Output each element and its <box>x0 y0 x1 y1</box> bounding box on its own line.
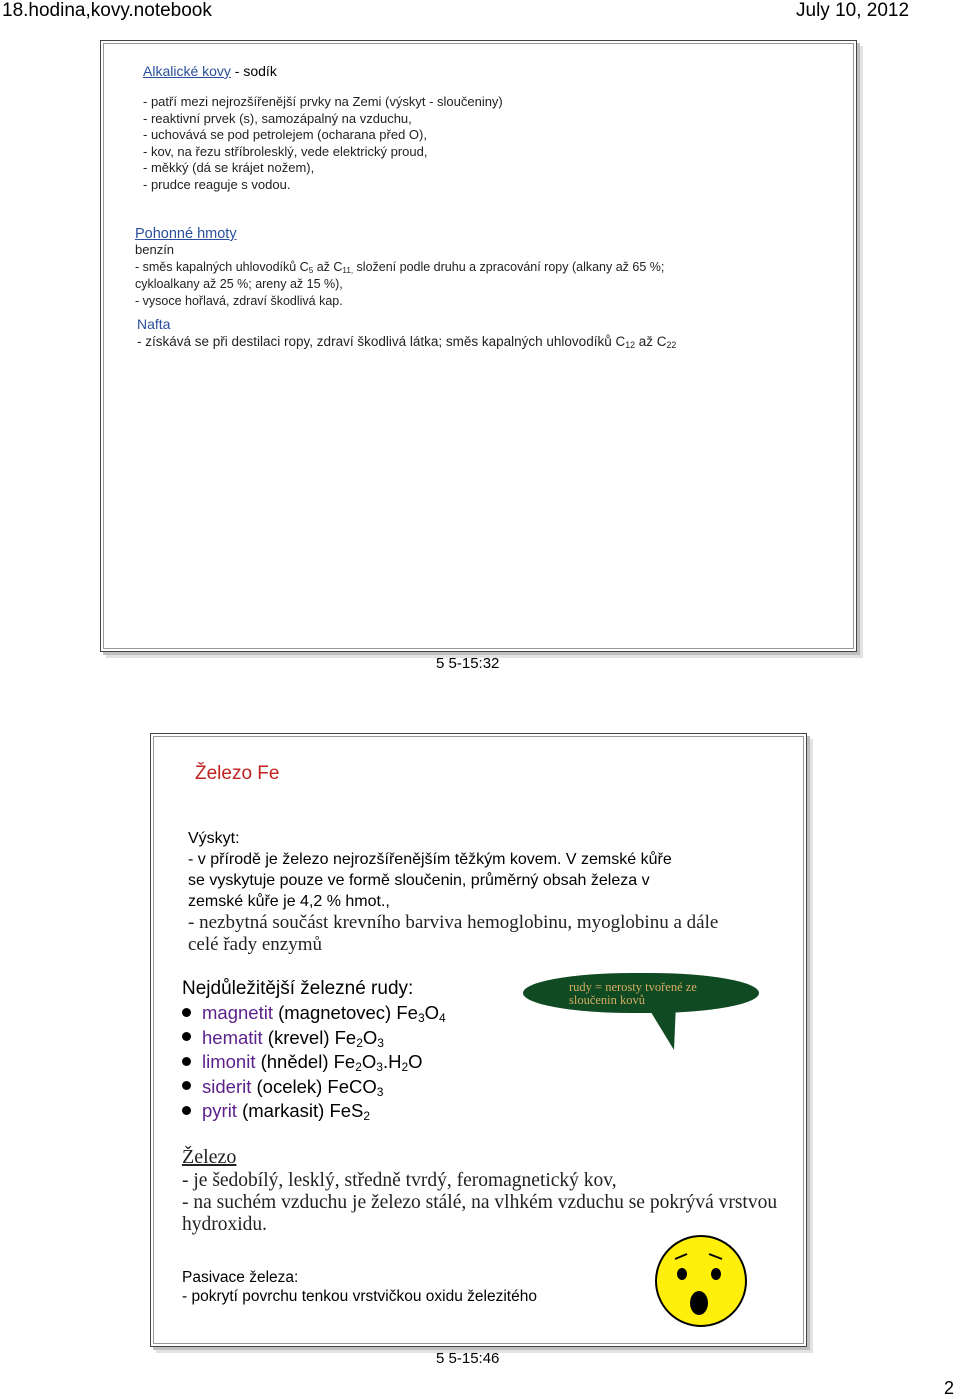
list-item: siderit (ocelek) FeCO$_3$ <box>182 1075 446 1100</box>
list-item: - měkký (dá se krájet nožem), <box>143 160 315 175</box>
occurrence-text: - v přírodě je železo nejrozšířenějším těžkým kovem. V zemské kůře se vyskytuje pouze ve formě sloučenin, průměrný obsah železa v zemské kůře je 4,2 % hmot., <box>188 851 672 910</box>
iron-properties: - je šedobílý, lesklý, středně tvrdý, feromagnetický kov, - na suchém vzduchu je železo stálé, na vlhkém vzduchu se pokrývá vrstvou hydroxidu. <box>182 1170 778 1235</box>
list-item: - kov, na řezu stříbrolesklý, vede elektrický proud, <box>143 143 428 159</box>
nafta-label: Nafta <box>137 316 171 332</box>
document-filename: 18.hodina,kovy.notebook <box>2 0 212 21</box>
alkali-metals-link[interactable]: Alkalické kovy <box>143 63 231 79</box>
occurrence-text-serif: - nezbytná součást krevního barviva hemoglobinu, myoglobinu a dále celé řady enzymů <box>188 912 719 955</box>
bullet-icon <box>182 1081 191 1090</box>
bullet-icon <box>182 1106 191 1115</box>
benzin-description: - směs kapalných uhlovodíků $C_5$ až $C_{11,}$ složení podle druhu a zpracování ropy (alkany až 65 %; cykloalkany až 25 %; areny až 15 %), - vysoce hořlavá, zdraví škodlivá kap. <box>135 260 665 308</box>
list-item: limonit (hnědel) $Fe_2O_3.H_2O$ <box>182 1050 446 1075</box>
list-item: - uchovává se pod petrolejem (ocharana před O), <box>143 127 427 142</box>
slide-1-timestamp: 5 5-15:32 <box>436 655 500 672</box>
bullet-icon <box>182 1008 191 1017</box>
benzin-label: benzín <box>135 242 175 257</box>
list-item: - prudce reaguje s vodou. <box>143 176 291 192</box>
ores-list <box>182 1001 446 1124</box>
fuels-heading-link[interactable]: Pohonné hmoty <box>135 226 237 242</box>
page-number: 2 <box>944 1378 955 1398</box>
bullet-icon <box>182 1057 191 1066</box>
slide-1-title: Alkalické kovy - sodík <box>143 63 277 79</box>
bullet-icon <box>182 1032 191 1041</box>
iron-heading-link[interactable]: Železo <box>182 1146 237 1168</box>
list-item: - patří mezi nejrozšířenější prvky na Zemi (výskyt - sloučeniny) <box>143 94 503 109</box>
passivation-text: - pokrytí povrchu tenkou vrstvičkou oxidu železitého <box>182 1288 537 1305</box>
list-item: - reaktivní prvek (s), samozápalný na vzduchu, <box>143 110 412 126</box>
list-item: hematit (krevel) $Fe_2O_3$ <box>182 1026 446 1051</box>
slide-2-timestamp: 5 5-15:46 <box>436 1350 500 1367</box>
bubble-text: rudy = nerosty tvořené ze sloučenin kovů <box>569 980 697 1007</box>
list-item: magnetit (magnetovec) $Fe_3O_4$ <box>182 1001 446 1026</box>
sodium-properties-list <box>143 94 503 193</box>
document-date: July 10, 2012 <box>796 0 910 21</box>
speech-bubble-icon <box>523 973 759 1013</box>
passivation-label: Pasivace železa: <box>182 1269 299 1286</box>
occurrence-label: Výskyt: <box>188 830 240 847</box>
nafta-description: - získává se při destilaci ropy, zdraví škodlivá látka; směs kapalných uhlovodíků $C_{12}$ až $C_{22}$ <box>137 334 677 351</box>
list-item: pyrit (markasit) FeS$_2$ <box>182 1099 446 1124</box>
ores-heading: Nejdůležitější železné rudy: <box>182 978 414 999</box>
surprised-smiley-icon <box>653 1232 753 1332</box>
iron-title: Železo Fe <box>195 763 280 784</box>
